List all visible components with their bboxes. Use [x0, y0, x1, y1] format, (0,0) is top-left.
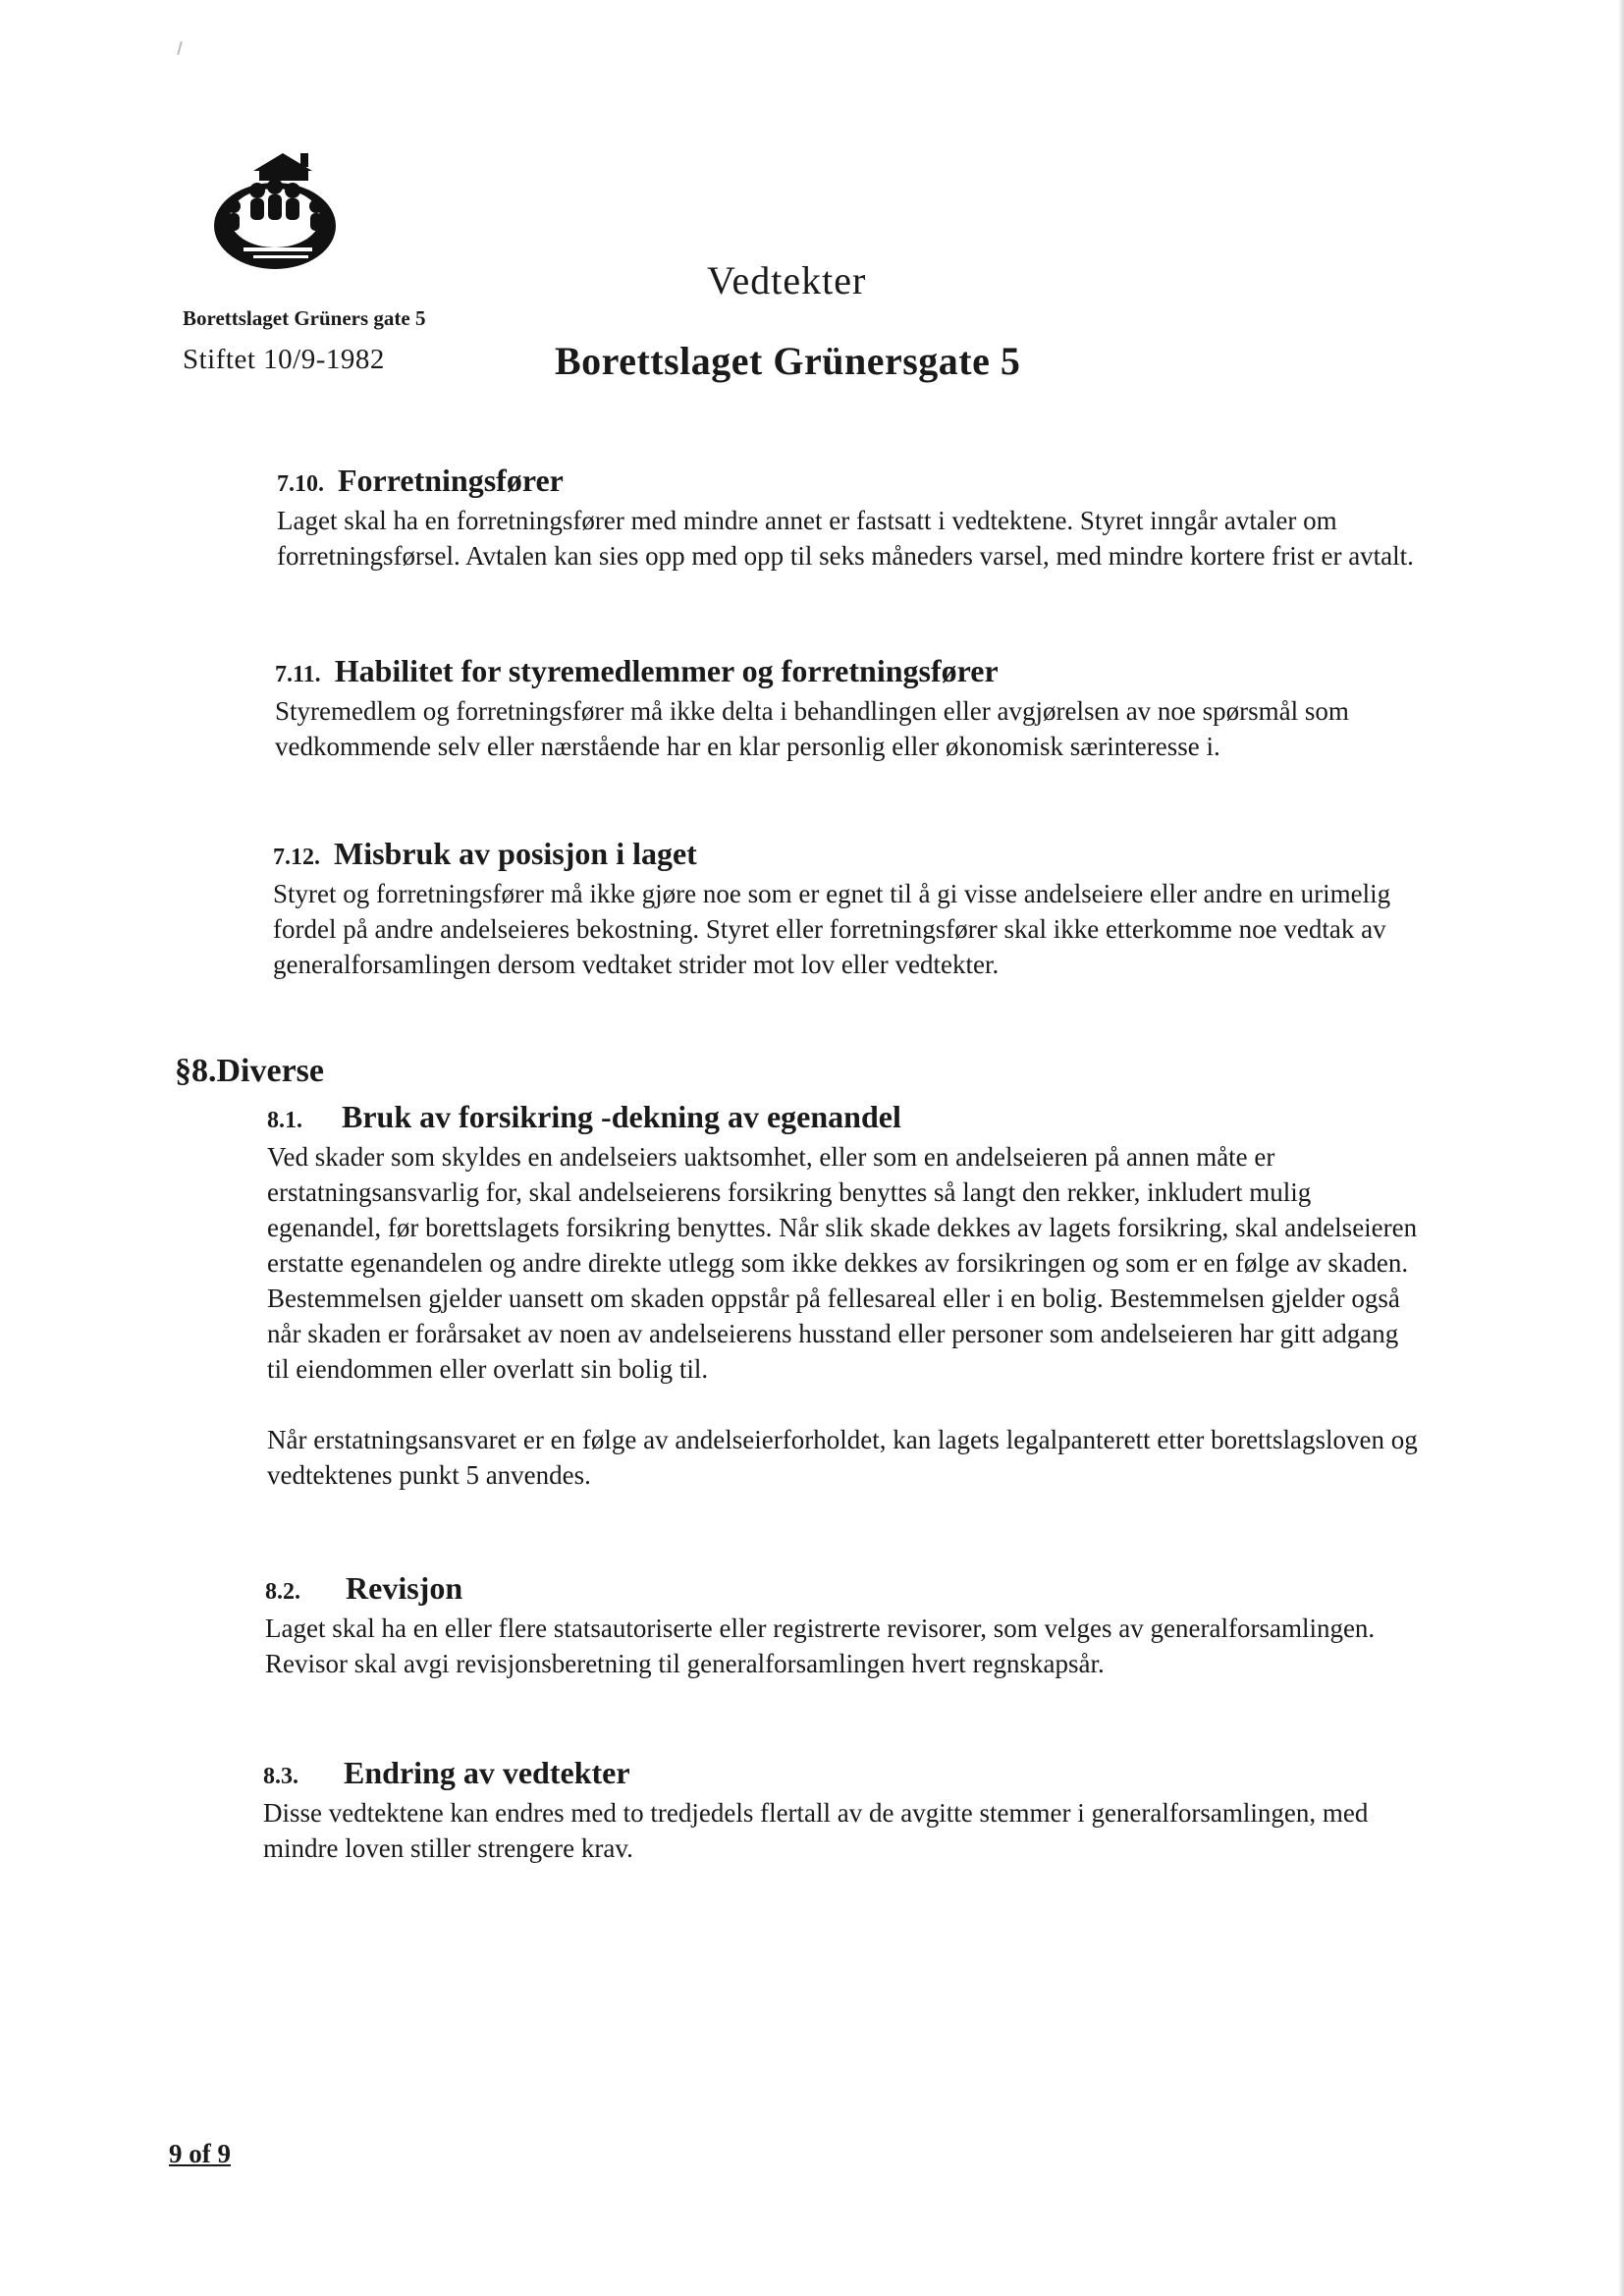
section-body: [267, 1139, 1426, 1493]
section-paragraph: Laget skal ha en forretningsfører med mindre annet er fastsatt i vedtektene. Styret inngår avtaler om forretningsførsel. Avtalen kan sies opp med opp til seks måneders varsel, med mindre kortere frist er avtalt.: [277, 506, 1414, 571]
founded-date: Stiftet 10/9-1982: [183, 344, 385, 375]
section-heading: [263, 1754, 1422, 1795]
section-number: 8.3.: [263, 1764, 298, 1789]
housing-cooperative-logo-icon: [204, 149, 352, 277]
section-body: [275, 693, 1434, 764]
section-title: Revisjon: [346, 1570, 463, 1606]
section-title: Forretningsfører: [338, 463, 564, 498]
section-8-2: [265, 1569, 1424, 1681]
section-number: 8.2.: [265, 1579, 300, 1605]
section-7-11: [275, 652, 1434, 764]
section-paragraph: Når erstatningsansvaret er en følge av andelseierforholdet, kan lagets legalpanterett etter borettslagsloven og vedtektenes punkt 5 anvendes.: [267, 1425, 1418, 1490]
section-number: 7.10.: [277, 471, 324, 497]
section-8-3: [263, 1754, 1422, 1866]
section-paragraph: Styret og forretningsfører må ikke gjøre noe som er egnet til å gi visse andelseiere eller andre en urimelig fordel på andre andelseieres bekostning. Styret eller forretningsfører skal ikke etterkomme noe vedtak av generalforsamlingen dersom vedtaket strider mot lov eller vedtekter.: [273, 879, 1391, 979]
section-title: Misbruk av posisjon i laget: [334, 836, 697, 871]
section-body: [265, 1611, 1424, 1681]
org-name: Borettslaget Grüners gate 5: [183, 306, 426, 330]
section-number: 7.12.: [273, 845, 320, 870]
section-heading: [265, 1569, 1424, 1611]
document-subtitle: Borettslaget Grünersgate 5: [555, 339, 1021, 383]
section-body: [273, 876, 1432, 982]
section-number: 7.11.: [275, 662, 321, 687]
scan-edge-shadow: [1618, 0, 1624, 2296]
section-heading: [273, 835, 1432, 876]
scan-artifact: [177, 41, 183, 55]
section-heading: [267, 1098, 1426, 1139]
section-paragraph: Ved skader som skyldes en andelseiers uaktsomhet, eller som en andelseieren på annen måte er erstatningsansvarlig for, skal andelseierens forsikring benyttes så langt den rekker, inkludert mulig egenandel, før borettslagets forsikring benyttes. Når slik skade dekkes av lagets forsikring, skal andelseieren erstatte egenandelen og andre direkte utlegg som ikke dekkes av forsikringen og som er en følge av skaden. Bestemmelsen gjelder uansett om skaden oppstår på fellesareal eller i en bolig. Bestemmelsen gjelder også når skaden er forårsaket av noen av andelseierens husstand eller personer som andelseieren har gitt adgang til eiendommen eller overlatt sin bolig til.: [267, 1142, 1418, 1384]
section-paragraph: Disse vedtektene kan endres med to tredjedels flertall av de avgitte stemmer i generalforsamlingen, med mindre loven stiller strengere krav.: [263, 1798, 1369, 1863]
section-number: 8.1.: [267, 1108, 302, 1133]
section-heading: [275, 652, 1434, 693]
document-title: Vedtekter: [707, 258, 867, 302]
section-body: [263, 1795, 1422, 1866]
paragraph-8-heading: §8.Diverse: [175, 1053, 325, 1089]
section-title: Endring av vedtekter: [344, 1755, 630, 1790]
section-paragraph: Styremedlem og forretningsfører må ikke delta i behandlingen eller avgjørelsen av noe spørsmål som vedkommende selv eller nærstående har en klar personlig eller økonomisk særinteresse i.: [275, 696, 1349, 761]
page-number: 9 of 9: [169, 2139, 231, 2168]
section-paragraph: Laget skal ha en eller flere statsautoriserte eller registrerte revisorer, som velges av generalforsamlingen. Revisor skal avgi revisjonsberetning til generalforsamlingen hvert regnskapsår.: [265, 1613, 1376, 1678]
section-heading: [277, 462, 1435, 503]
section-body: [277, 503, 1435, 574]
section-8-1: [267, 1098, 1426, 1493]
section-title: Habilitet for styremedlemmer og forretningsfører: [334, 653, 999, 688]
section-7-10: [277, 462, 1435, 574]
section-title: Bruk av forsikring -dekning av egenandel: [342, 1099, 901, 1134]
section-7-12: [273, 835, 1432, 982]
